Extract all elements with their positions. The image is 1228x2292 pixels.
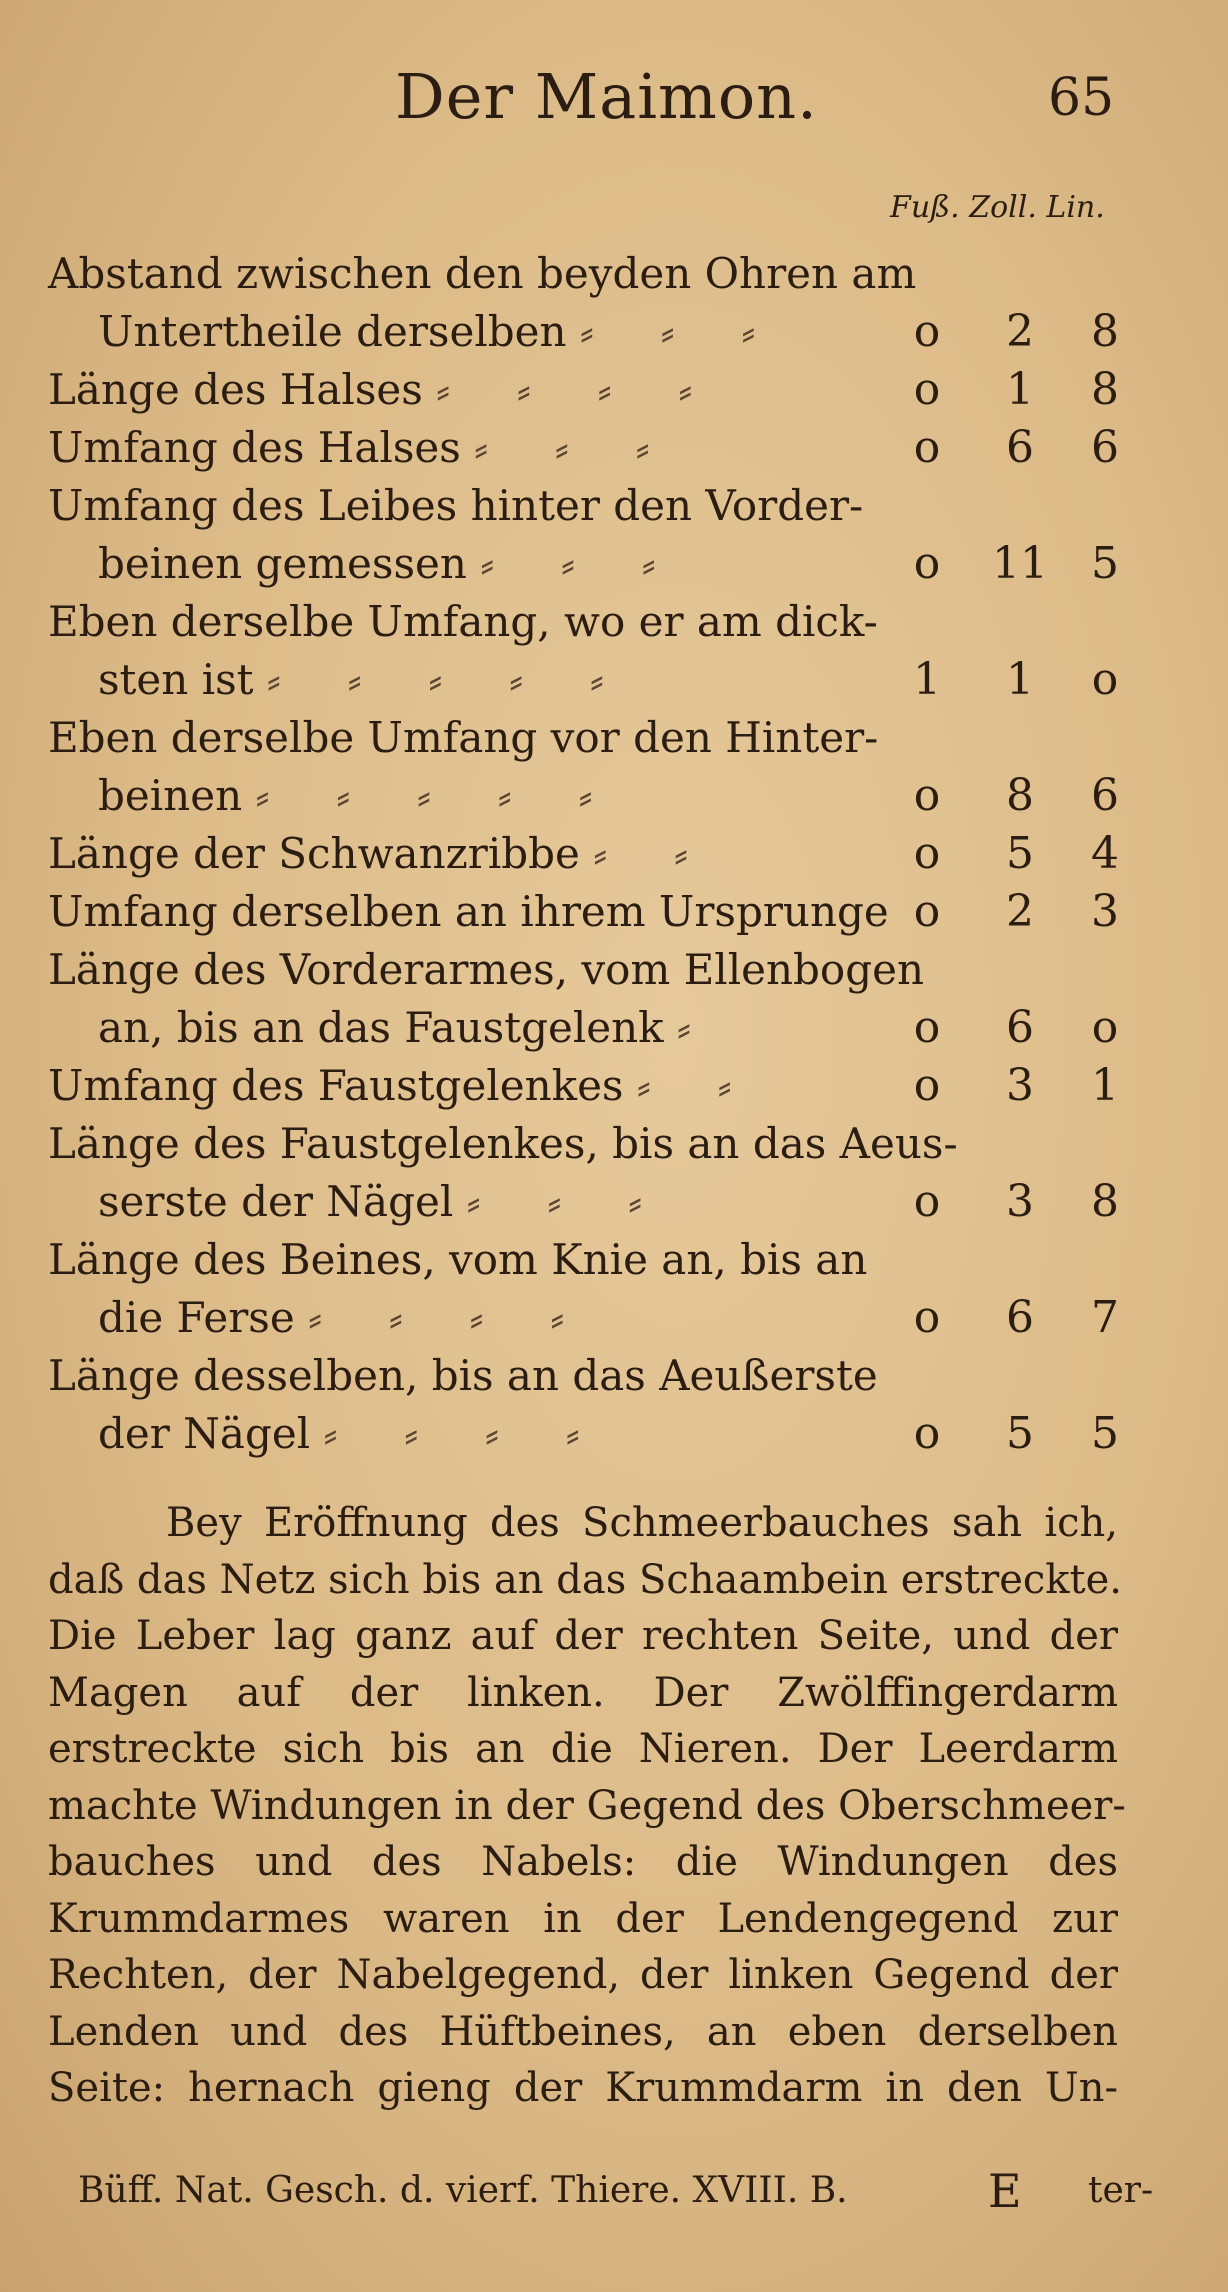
label-text: beinen gemessen [98, 539, 467, 588]
row-label-continuation [98, 1289, 958, 1347]
value-feet: o [913, 828, 941, 879]
text-line: Bey Eröffnung des Schmeerbauches sah ich, [166, 1500, 1118, 1546]
label-text: serste der Nägel [98, 1177, 454, 1226]
value-inches: 1 [1006, 364, 1034, 415]
leader-marks: ⸗ ⸗ ⸗ [480, 539, 656, 588]
value-feet: o [913, 1176, 941, 1227]
value-feet: o [913, 1060, 941, 1111]
value-lines: 6 [1091, 770, 1119, 821]
leader-marks: ⸗ ⸗ [636, 1061, 732, 1110]
row-label [48, 1347, 908, 1405]
label-text: Länge des Beines, vom Knie an, bis an [48, 1235, 868, 1284]
value-lines: 7 [1091, 1292, 1119, 1343]
row-label-continuation [98, 767, 958, 825]
text-line: Seite: hernach gieng der Krummdarm in den Un- [48, 2065, 1118, 2111]
value-lines: o [1091, 1002, 1119, 1053]
value-inches: 6 [1006, 1292, 1034, 1343]
row-label [48, 941, 925, 999]
value-inches: 6 [1006, 422, 1034, 473]
value-feet: o [913, 538, 941, 589]
row-label [48, 1115, 958, 1173]
value-inches: 3 [1006, 1176, 1034, 1227]
label-text: der Nägel [98, 1409, 311, 1458]
leader-marks: ⸗ [677, 1003, 691, 1052]
text-line: Rechten, der Nabelgegend, der linken Gegend der [48, 1952, 1118, 1998]
leader-marks: ⸗ ⸗ ⸗ [466, 1177, 643, 1226]
label-text: Länge des Faustgelenkes, bis an das Aeus- [48, 1119, 958, 1168]
paragraph [48, 1495, 1126, 2117]
value-lines: 4 [1091, 828, 1119, 879]
text-line: Lenden und des Hüftbeines, an eben derselben [48, 2008, 1118, 2055]
leader-marks: ⸗ ⸗ ⸗ ⸗ [436, 365, 693, 414]
text-line: daß das Netz sich bis an das Schaambein erstreckte. [48, 1556, 1123, 1603]
row-label [48, 419, 908, 477]
signature-line: Büff. Nat. Gesch. d. vierf. Thiere. XVIII. B. [78, 2170, 848, 2211]
label-text: sten ist [98, 655, 254, 704]
label-text: Länge des Vorderarmes, vom Ellenbogen [48, 945, 925, 994]
value-feet: o [913, 1408, 941, 1459]
row-label [48, 1231, 908, 1289]
label-text: Untertheile derselben [98, 307, 567, 356]
signature-mark: E [988, 2164, 1022, 2218]
label-text: die Ferse [98, 1293, 295, 1342]
label-text: Umfang des Halses [48, 423, 461, 472]
row-label-continuation [98, 535, 958, 593]
running-title: Der Maimon. [395, 60, 818, 133]
value-inches: 2 [1006, 886, 1034, 937]
units-header: Fuß. Zoll. Lin. [890, 190, 1105, 225]
value-feet: o [913, 364, 941, 415]
value-feet: o [913, 770, 941, 821]
row-label [48, 593, 908, 651]
label-text: an, bis an das Faustgelenk [98, 1003, 664, 1052]
row-label [48, 883, 908, 941]
value-lines: 8 [1091, 1176, 1119, 1227]
text-line: machte Windungen in der Gegend des Oberschmeer- [48, 1782, 1126, 1829]
value-lines: 5 [1091, 538, 1119, 589]
label-text: Länge der Schwanzribbe [48, 829, 580, 878]
value-inches: 2 [1006, 306, 1034, 357]
value-lines: 8 [1091, 364, 1119, 415]
value-inches: 8 [1006, 770, 1034, 821]
value-feet: o [913, 886, 941, 937]
text-line: bauches und des Nabels: die Windungen des [48, 1839, 1118, 1885]
row-label-continuation [98, 999, 958, 1057]
value-lines: 8 [1091, 306, 1119, 357]
catchword: ter- [1088, 2170, 1154, 2211]
value-inches: 6 [1006, 1002, 1034, 1053]
page-number: 65 [1048, 68, 1115, 128]
value-lines: 6 [1091, 422, 1119, 473]
leader-marks: ⸗ ⸗ ⸗ [579, 307, 756, 356]
value-lines: 1 [1091, 1060, 1119, 1111]
row-label-continuation [98, 1405, 958, 1463]
row-label [48, 245, 917, 303]
leader-marks: ⸗ ⸗ ⸗ ⸗ ⸗ [266, 655, 604, 704]
leader-marks: ⸗ ⸗ ⸗ ⸗ ⸗ [255, 771, 593, 820]
value-inches: 11 [992, 538, 1048, 589]
text-line: erstreckte sich bis an die Nieren. Der Leerdarm [48, 1726, 1118, 1772]
page-header [0, 60, 1228, 140]
value-feet: o [913, 1292, 941, 1343]
value-feet: 1 [913, 654, 941, 705]
value-feet: o [913, 306, 941, 357]
page-footer [48, 2164, 1154, 2230]
value-lines: 3 [1091, 886, 1119, 937]
value-inches: 5 [1006, 1408, 1034, 1459]
label-text: beinen [98, 771, 243, 820]
value-feet: o [913, 422, 941, 473]
text-line: Magen auf der linken. Der Zwölffingerdarm [48, 1669, 1118, 1716]
leader-marks: ⸗ ⸗ [593, 829, 688, 878]
row-label [48, 1057, 908, 1115]
row-label-continuation [98, 303, 958, 361]
label-text: Umfang des Leibes hinter den Vorder- [48, 481, 864, 530]
row-label-continuation [98, 651, 958, 709]
label-text: Umfang des Faustgelenkes [48, 1061, 624, 1110]
row-label [48, 361, 908, 419]
row-label [48, 709, 908, 767]
value-lines: 5 [1091, 1408, 1119, 1459]
row-label [48, 477, 908, 535]
value-inches: 5 [1006, 828, 1034, 879]
label-text: Länge desselben, bis an das Aeußerste [48, 1351, 878, 1400]
label-text: Eben derselbe Umfang, wo er am dick- [48, 597, 878, 646]
label-text: Eben derselbe Umfang vor den Hinter- [48, 713, 879, 762]
text-line: Krummdarmes waren in der Lendengegend zur [48, 1895, 1118, 1942]
body-text [48, 1495, 1126, 2117]
label-text: Länge des Halses [48, 365, 423, 414]
row-label [48, 825, 908, 883]
value-inches: 3 [1006, 1060, 1034, 1111]
label-text: Abstand zwischen den beyden Ohren am [48, 249, 917, 298]
leader-marks: ⸗ ⸗ ⸗ ⸗ [308, 1293, 565, 1342]
leader-marks: ⸗ ⸗ ⸗ ⸗ [323, 1409, 580, 1458]
text-line: Die Leber lag ganz auf der rechten Seite, und der [48, 1613, 1118, 1659]
value-lines: o [1091, 654, 1119, 705]
leader-marks: ⸗ ⸗ ⸗ [474, 423, 650, 472]
label-text: Umfang derselben an ihrem Ursprunge [48, 887, 889, 936]
row-label-continuation [98, 1173, 958, 1231]
value-feet: o [913, 1002, 941, 1053]
value-inches: 1 [1006, 654, 1034, 705]
